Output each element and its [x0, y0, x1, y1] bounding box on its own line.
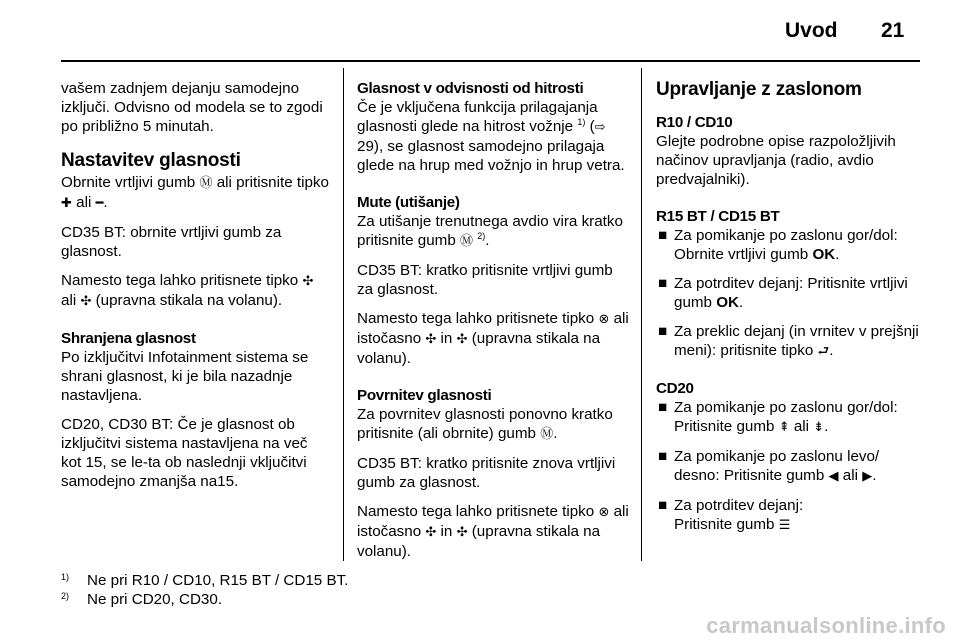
list-item: ■ Za pomikanje po zaslonu gor/dol: Pritisnite gumb ⇞ ali ⇟.	[658, 399, 898, 435]
header-divider	[61, 60, 920, 62]
bullet-icon: ■	[658, 399, 668, 416]
footnote-ref-2: 2)	[477, 230, 486, 241]
screen-control-heading: Upravljanje z zaslonom	[656, 79, 862, 100]
footnotes	[61, 571, 348, 609]
mute-paragraph-3: Namesto tega lahko pritisnete tipko ⊗ ali istočasno ✣ in ✣ (upravna stikala na volanu).	[357, 310, 629, 367]
knob-icon: Ⓜ	[540, 427, 554, 442]
wheel-down-icon: ✣	[456, 332, 468, 347]
mute-heading: Mute (utišanje)	[357, 194, 460, 211]
r15-list	[656, 226, 926, 361]
mute-key-icon: ⊗	[598, 312, 610, 327]
speed-paragraph: Če je vključena funkcija prilagajanja glasnosti glede na hitrost vožnje $^{1)}$ (⇨ 29), se glasnost samodejno prilagaja glede na hrup med vožnjo in hrup vetra.	[357, 99, 625, 174]
plus-icon: ✚	[61, 196, 72, 211]
left-arrow-icon: ◀	[828, 469, 839, 484]
minus-icon: ━	[95, 196, 104, 211]
mute-paragraph-2: CD35 BT: kratko pritisnite vrtljivi gumb za glasnost.	[357, 262, 613, 298]
volume-paragraph-1: Obrnite vrtljivi gumb Ⓜ ali pritisnite tipko ✚ ali ━.	[61, 174, 329, 211]
r10-paragraph: Glejte podrobne opise razpoložljivih načinov upravljanja (radio, avdio predvajalniki).	[656, 133, 896, 188]
restore-paragraph-2: CD35 BT: kratko pritisnite znova vrtljivi gumb za glasnost.	[357, 455, 616, 491]
column-divider-2	[641, 68, 642, 561]
column-divider-1	[343, 68, 344, 561]
watermark: carmanualsonline.info	[706, 613, 946, 638]
list-item: ■ Za potrditev dejanj: Pritisnite gumb ☰	[658, 497, 804, 533]
restore-paragraph-1: Za povrnitev glasnosti ponovno kratko pritisnite (ali obrnite) gumb Ⓜ.	[357, 406, 613, 442]
list-item: ■ Za pomikanje po zaslonu gor/dol: Obrnite vrtljivi gumb OK.	[658, 227, 898, 263]
list-item: ■ Za preklic dejanj (in vrnitev v prejšnji meni): pritisnite tipko ⮐.	[658, 323, 919, 359]
wheel-up-icon: ✣	[425, 525, 437, 540]
knob-icon: Ⓜ	[460, 234, 474, 249]
cd20-list	[656, 398, 926, 535]
mute-paragraph-1: Za utišanje trenutnega avdio vira kratko pritisnite gumb Ⓜ $^{2)}$.	[357, 213, 623, 249]
list-item: ■ Za potrditev dejanj: Pritisnite vrtljivi gumb OK.	[658, 275, 908, 311]
column-1	[61, 79, 331, 501]
column-3	[656, 79, 926, 545]
intro-paragraph: vašem zadnjem dejanju samodejno izključi. Odvisno od modela se to zgodi po približno 5 minutah.	[61, 80, 323, 135]
bullet-icon: ■	[658, 497, 668, 514]
bullet-icon: ■	[658, 448, 668, 465]
back-icon: ⮐	[817, 344, 830, 359]
wheel-up-icon: ✣	[425, 332, 437, 347]
right-arrow-icon: ▶	[862, 469, 873, 484]
column-2	[357, 79, 629, 571]
menu-icon: ☰	[778, 518, 791, 533]
volume-paragraph-2: CD35 BT: obrnite vrtljivi gumb za glasnost.	[61, 224, 282, 260]
footnote-ref-1: 1)	[577, 116, 586, 127]
bullet-icon: ■	[658, 323, 668, 340]
volume-paragraph-3: Namesto tega lahko pritisnete tipko ✣ ali ✣ (upravna stikala na volanu).	[61, 272, 314, 309]
page-header	[0, 0, 960, 60]
r10-heading: R10 / CD10	[656, 114, 733, 131]
restore-paragraph-3: Namesto tega lahko pritisnete tipko ⊗ ali istočasno ✣ in ✣ (upravna stikala na volanu).	[357, 503, 629, 560]
mute-key-icon: ⊗	[598, 505, 610, 520]
wheel-up-icon: ✣	[302, 274, 314, 289]
arrow-up-icon: ⇞	[778, 420, 790, 435]
footnote-1: 1) Ne pri R10 / CD10, R15 BT / CD15 BT.	[61, 572, 349, 589]
bullet-icon: ■	[658, 227, 668, 244]
footnote-2: 2) Ne pri CD20, CD30.	[61, 591, 223, 608]
wheel-down-icon: ✣	[456, 525, 468, 540]
arrow-down-icon: ⇟	[813, 420, 825, 435]
speed-volume-heading: Glasnost v odvisnosti od hitrosti	[357, 80, 584, 97]
bullet-icon: ■	[658, 275, 668, 292]
page-ref-icon: ⇨	[594, 120, 606, 135]
cd20-heading: CD20	[656, 380, 694, 397]
saved-paragraph-1: Po izključitvi Infotainment sistema se shrani glasnost, ki je bila nazadnje nastavljena.	[61, 349, 309, 404]
wheel-down-icon: ✣	[80, 294, 92, 309]
restore-heading: Povrnitev glasnosti	[357, 387, 492, 404]
r15-heading: R15 BT / CD15 BT	[656, 208, 780, 225]
page-title: Uvod	[785, 19, 838, 42]
list-item: ■ Za pomikanje po zaslonu levo/ desno: Pritisnite gumb ◀ ali ▶.	[658, 448, 880, 484]
volume-heading: Nastavitev glasnosti	[61, 150, 241, 171]
page-number: 21	[881, 19, 905, 42]
saved-volume-heading: Shranjena glasnost	[61, 330, 196, 347]
saved-paragraph-2: CD20, CD30 BT: Če je glasnost ob izključitvi sistema nastavljena na več kot 15, se le-ta ob naslednji vključitvi samodejno zmanjša na15.	[61, 416, 308, 490]
knob-icon: Ⓜ	[199, 176, 213, 191]
